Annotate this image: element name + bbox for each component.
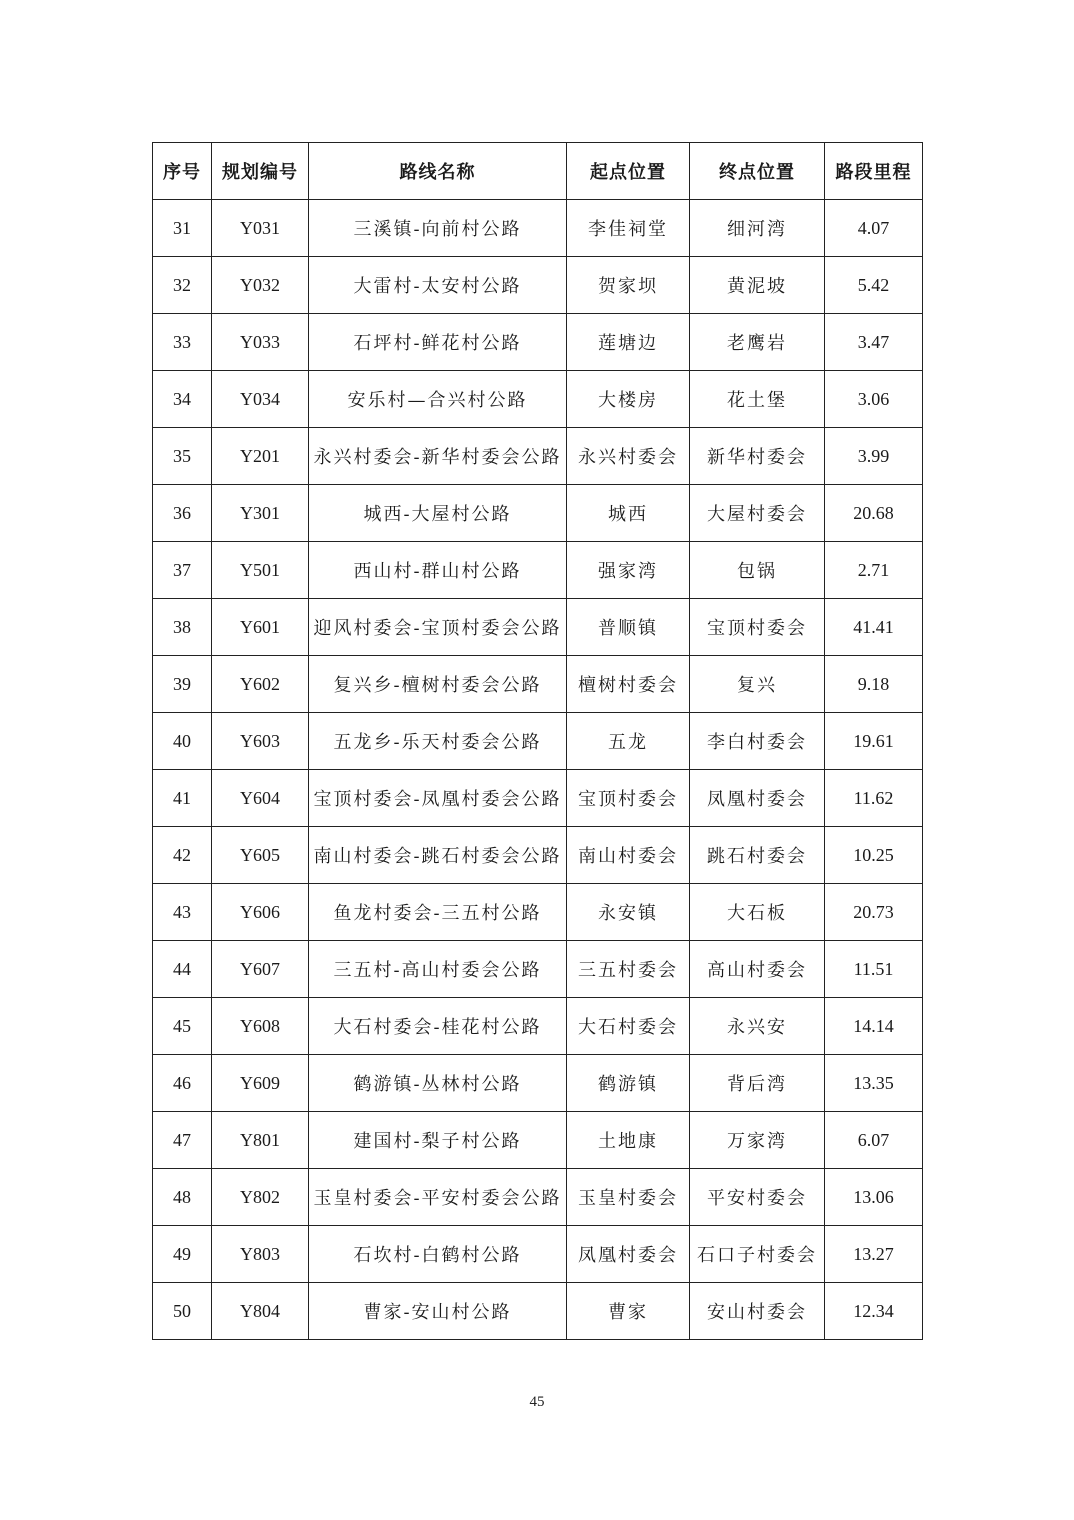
- cell-mileage: 3.47: [825, 314, 923, 371]
- cell-index: 32: [153, 257, 212, 314]
- cell-start-location: 宝顶村委会: [567, 770, 690, 827]
- cell-mileage: 13.27: [825, 1226, 923, 1283]
- table-row: [153, 1226, 923, 1283]
- cell-index: 48: [153, 1169, 212, 1226]
- cell-mileage: 2.71: [825, 542, 923, 599]
- table-row: [153, 428, 923, 485]
- cell-route-name: 永兴村委会-新华村委会公路: [309, 428, 567, 485]
- cell-route-name: 三五村-高山村委会公路: [309, 941, 567, 998]
- cell-mileage: 14.14: [825, 998, 923, 1055]
- cell-mileage: 9.18: [825, 656, 923, 713]
- header-end-location: 终点位置: [690, 143, 825, 200]
- cell-mileage: 13.06: [825, 1169, 923, 1226]
- table-header-row: [153, 143, 923, 200]
- cell-start-location: 土地康: [567, 1112, 690, 1169]
- cell-route-name: 西山村-群山村公路: [309, 542, 567, 599]
- cell-route-name: 大石村委会-桂花村公路: [309, 998, 567, 1055]
- table-row: [153, 200, 923, 257]
- cell-route-name: 五龙乡-乐天村委会公路: [309, 713, 567, 770]
- cell-plan-code: Y603: [212, 713, 309, 770]
- cell-index: 37: [153, 542, 212, 599]
- cell-start-location: 三五村委会: [567, 941, 690, 998]
- cell-index: 38: [153, 599, 212, 656]
- table-row: [153, 599, 923, 656]
- cell-end-location: 包锅: [690, 542, 825, 599]
- cell-mileage: 5.42: [825, 257, 923, 314]
- cell-start-location: 贺家坝: [567, 257, 690, 314]
- cell-plan-code: Y801: [212, 1112, 309, 1169]
- cell-start-location: 玉皇村委会: [567, 1169, 690, 1226]
- cell-route-name: 南山村委会-跳石村委会公路: [309, 827, 567, 884]
- cell-plan-code: Y602: [212, 656, 309, 713]
- table-row: [153, 998, 923, 1055]
- cell-end-location: 跳石村委会: [690, 827, 825, 884]
- cell-index: 44: [153, 941, 212, 998]
- cell-index: 43: [153, 884, 212, 941]
- cell-start-location: 大楼房: [567, 371, 690, 428]
- table-row: [153, 1055, 923, 1112]
- cell-start-location: 李佳祠堂: [567, 200, 690, 257]
- cell-plan-code: Y803: [212, 1226, 309, 1283]
- cell-mileage: 6.07: [825, 1112, 923, 1169]
- cell-index: 46: [153, 1055, 212, 1112]
- cell-start-location: 强家湾: [567, 542, 690, 599]
- cell-end-location: 石口子村委会: [690, 1226, 825, 1283]
- cell-plan-code: Y606: [212, 884, 309, 941]
- cell-start-location: 永安镇: [567, 884, 690, 941]
- cell-mileage: 20.68: [825, 485, 923, 542]
- cell-route-name: 迎风村委会-宝顶村委会公路: [309, 599, 567, 656]
- cell-index: 34: [153, 371, 212, 428]
- cell-route-name: 建国村-梨子村公路: [309, 1112, 567, 1169]
- table-row: [153, 314, 923, 371]
- cell-route-name: 曹家-安山村公路: [309, 1283, 567, 1340]
- cell-route-name: 玉皇村委会-平安村委会公路: [309, 1169, 567, 1226]
- cell-plan-code: Y201: [212, 428, 309, 485]
- cell-plan-code: Y032: [212, 257, 309, 314]
- table-row: [153, 485, 923, 542]
- cell-start-location: 普顺镇: [567, 599, 690, 656]
- cell-route-name: 鹤游镇-丛林村公路: [309, 1055, 567, 1112]
- cell-mileage: 11.62: [825, 770, 923, 827]
- cell-start-location: 檀树村委会: [567, 656, 690, 713]
- cell-route-name: 大雷村-太安村公路: [309, 257, 567, 314]
- cell-end-location: 万家湾: [690, 1112, 825, 1169]
- cell-end-location: 黄泥坡: [690, 257, 825, 314]
- cell-end-location: 平安村委会: [690, 1169, 825, 1226]
- cell-plan-code: Y607: [212, 941, 309, 998]
- cell-index: 36: [153, 485, 212, 542]
- cell-end-location: 永兴安: [690, 998, 825, 1055]
- cell-route-name: 复兴乡-檀树村委会公路: [309, 656, 567, 713]
- cell-plan-code: Y031: [212, 200, 309, 257]
- table-row: [153, 1283, 923, 1340]
- cell-start-location: 城西: [567, 485, 690, 542]
- cell-route-name: 三溪镇-向前村公路: [309, 200, 567, 257]
- cell-route-name: 鱼龙村委会-三五村公路: [309, 884, 567, 941]
- cell-end-location: 背后湾: [690, 1055, 825, 1112]
- table-row: [153, 827, 923, 884]
- cell-mileage: 41.41: [825, 599, 923, 656]
- cell-end-location: 安山村委会: [690, 1283, 825, 1340]
- cell-mileage: 12.34: [825, 1283, 923, 1340]
- cell-index: 31: [153, 200, 212, 257]
- cell-end-location: 花土堡: [690, 371, 825, 428]
- cell-plan-code: Y804: [212, 1283, 309, 1340]
- cell-mileage: 4.07: [825, 200, 923, 257]
- cell-end-location: 宝顶村委会: [690, 599, 825, 656]
- cell-mileage: 11.51: [825, 941, 923, 998]
- cell-plan-code: Y034: [212, 371, 309, 428]
- cell-end-location: 老鹰岩: [690, 314, 825, 371]
- cell-index: 40: [153, 713, 212, 770]
- cell-route-name: 宝顶村委会-凤凰村委会公路: [309, 770, 567, 827]
- cell-plan-code: Y601: [212, 599, 309, 656]
- cell-end-location: 大石板: [690, 884, 825, 941]
- table-row: [153, 770, 923, 827]
- cell-route-name: 安乐村—合兴村公路: [309, 371, 567, 428]
- cell-start-location: 鹤游镇: [567, 1055, 690, 1112]
- cell-mileage: 3.06: [825, 371, 923, 428]
- cell-plan-code: Y033: [212, 314, 309, 371]
- cell-index: 35: [153, 428, 212, 485]
- cell-end-location: 凤凰村委会: [690, 770, 825, 827]
- cell-plan-code: Y608: [212, 998, 309, 1055]
- page-number: 45: [529, 1394, 545, 1410]
- cell-index: 47: [153, 1112, 212, 1169]
- cell-route-name: 城西-大屋村公路: [309, 485, 567, 542]
- header-start-location: 起点位置: [567, 143, 690, 200]
- cell-plan-code: Y609: [212, 1055, 309, 1112]
- cell-index: 50: [153, 1283, 212, 1340]
- header-index: 序号: [153, 143, 212, 200]
- cell-plan-code: Y605: [212, 827, 309, 884]
- cell-index: 42: [153, 827, 212, 884]
- cell-route-name: 石坪村-鲜花村公路: [309, 314, 567, 371]
- cell-index: 41: [153, 770, 212, 827]
- table-row: [153, 884, 923, 941]
- table-row: [153, 257, 923, 314]
- cell-start-location: 曹家: [567, 1283, 690, 1340]
- table-row: [153, 713, 923, 770]
- cell-end-location: 新华村委会: [690, 428, 825, 485]
- cell-start-location: 五龙: [567, 713, 690, 770]
- cell-start-location: 南山村委会: [567, 827, 690, 884]
- cell-end-location: 细河湾: [690, 200, 825, 257]
- cell-mileage: 3.99: [825, 428, 923, 485]
- cell-plan-code: Y802: [212, 1169, 309, 1226]
- cell-index: 49: [153, 1226, 212, 1283]
- table-row: [153, 656, 923, 713]
- cell-index: 33: [153, 314, 212, 371]
- cell-start-location: 凤凰村委会: [567, 1226, 690, 1283]
- table-row: [153, 1112, 923, 1169]
- cell-mileage: 10.25: [825, 827, 923, 884]
- table-row: [153, 1169, 923, 1226]
- table-body: [153, 200, 923, 1340]
- cell-end-location: 高山村委会: [690, 941, 825, 998]
- cell-plan-code: Y501: [212, 542, 309, 599]
- cell-mileage: 19.61: [825, 713, 923, 770]
- header-plan-code: 规划编号: [212, 143, 309, 200]
- cell-end-location: 复兴: [690, 656, 825, 713]
- route-table: [152, 142, 923, 1340]
- table-row: [153, 371, 923, 428]
- cell-index: 45: [153, 998, 212, 1055]
- header-mileage: 路段里程: [825, 143, 923, 200]
- cell-plan-code: Y604: [212, 770, 309, 827]
- cell-start-location: 大石村委会: [567, 998, 690, 1055]
- cell-route-name: 石坎村-白鹤村公路: [309, 1226, 567, 1283]
- cell-end-location: 大屋村委会: [690, 485, 825, 542]
- table-row: [153, 542, 923, 599]
- header-route-name: 路线名称: [309, 143, 567, 200]
- cell-start-location: 莲塘边: [567, 314, 690, 371]
- cell-index: 39: [153, 656, 212, 713]
- cell-end-location: 李白村委会: [690, 713, 825, 770]
- cell-mileage: 13.35: [825, 1055, 923, 1112]
- cell-mileage: 20.73: [825, 884, 923, 941]
- cell-start-location: 永兴村委会: [567, 428, 690, 485]
- cell-plan-code: Y301: [212, 485, 309, 542]
- table-row: [153, 941, 923, 998]
